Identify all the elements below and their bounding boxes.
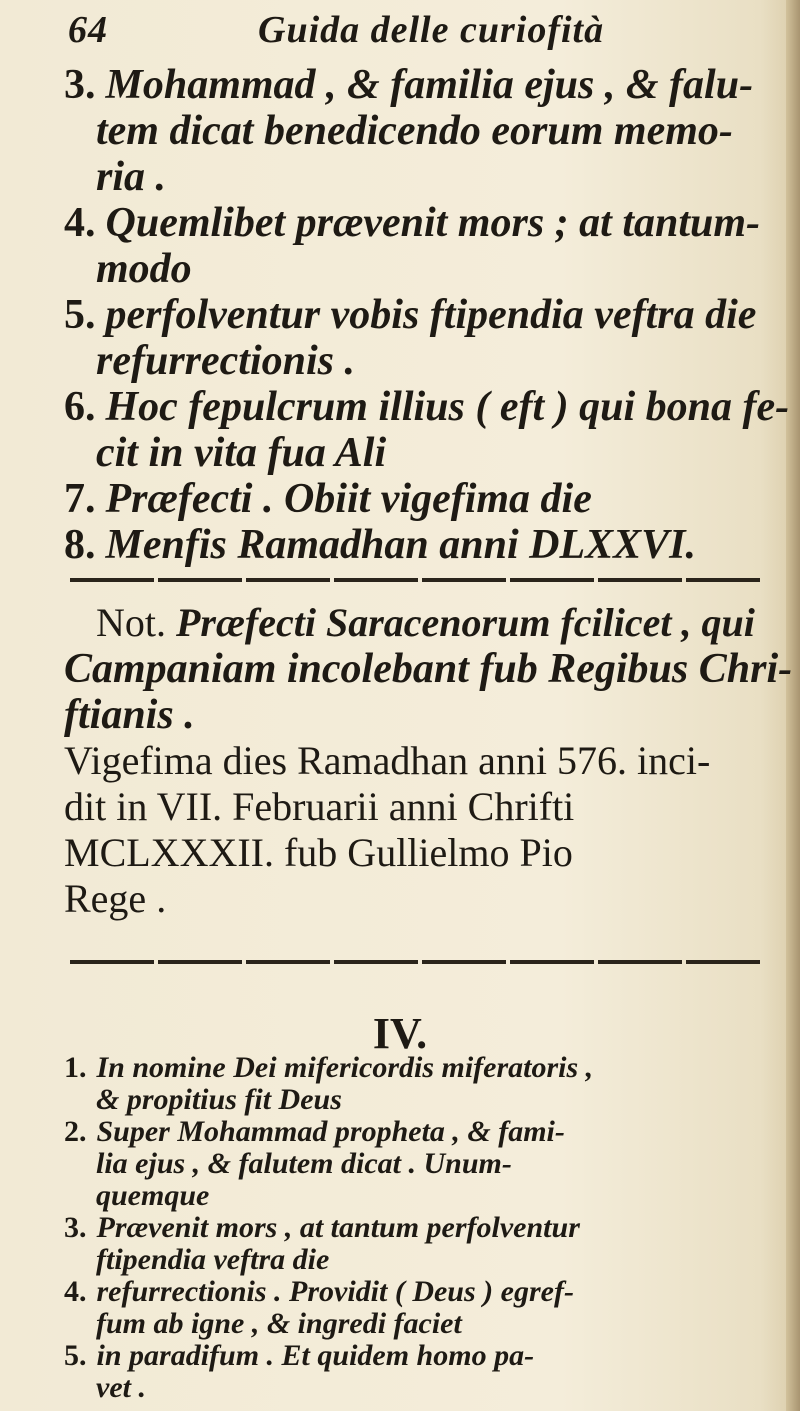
note-label: Not.	[96, 600, 166, 645]
note-line: dit in VII. Februarii anni Chrifti	[64, 784, 575, 829]
verse-line: 8. Menfis Ramadhan anni DLXXVI.	[64, 522, 697, 568]
verse-line: quemque	[96, 1179, 210, 1212]
page-edge	[786, 0, 800, 1411]
divider-rule	[70, 960, 760, 964]
verse-line: lia ejus , & falutem dicat . Unum-	[96, 1147, 512, 1180]
running-title: Guida delle curiofità	[258, 9, 605, 51]
section-number: IV.	[372, 1009, 428, 1058]
verse-line: ria .	[96, 154, 167, 200]
verse-line: 2. Super Mohammad propheta , & fami-	[64, 1115, 565, 1148]
note-line: Campaniam incolebant fub Regibus Chri-	[64, 646, 793, 692]
verse-line: 5. in paradifum . Et quidem homo pa-	[64, 1339, 535, 1372]
verse-line: 1. In nomine Dei mifericordis miferatoris ,	[64, 1051, 594, 1084]
note-line: MCLXXXII. fub Gullielmo Pio	[64, 830, 573, 875]
divider-rule	[70, 578, 760, 582]
verse-line: 7. Præfecti . Obiit vigefima die	[64, 476, 592, 522]
verse-line: cit in vita fua Ali	[96, 430, 387, 476]
running-header	[68, 8, 708, 64]
verse-line: 4. Quemlibet prævenit mors ; at tantum-	[64, 200, 761, 246]
verse-line: 4. refurrectionis . Providit ( Deus ) egref-	[64, 1275, 574, 1308]
verse-line: & propitius fit Deus	[96, 1083, 342, 1116]
verse-line: vet .	[96, 1371, 146, 1404]
verse-line: 6. Hoc fepulcrum illius ( eft ) qui bona fe-	[64, 384, 790, 430]
note-line: Vigefima dies Ramadhan anni 576. inci-	[64, 738, 711, 783]
note-line: Rege .	[64, 876, 167, 921]
verse-line: modo	[96, 246, 192, 292]
page-number: 64	[68, 9, 108, 51]
verse-line: ftipendia veftra die	[96, 1243, 330, 1276]
verse-line: refurrectionis .	[96, 338, 356, 384]
note-line: Not. Præfecti Saracenorum fcilicet , qui	[96, 600, 755, 645]
verse-line: 3. Prævenit mors , at tantum perfolventur	[64, 1211, 580, 1244]
verse-line: 5. perfolventur vobis ftipendia veftra die	[64, 292, 757, 338]
verse-line: 3. Mohammad , & familia ejus , & falu-	[64, 62, 754, 108]
note-line: ftianis .	[64, 692, 195, 738]
verse-line: tem dicat benedicendo eorum memo-	[96, 108, 733, 154]
verse-line: fum ab igne , & ingredi faciet	[96, 1307, 462, 1340]
